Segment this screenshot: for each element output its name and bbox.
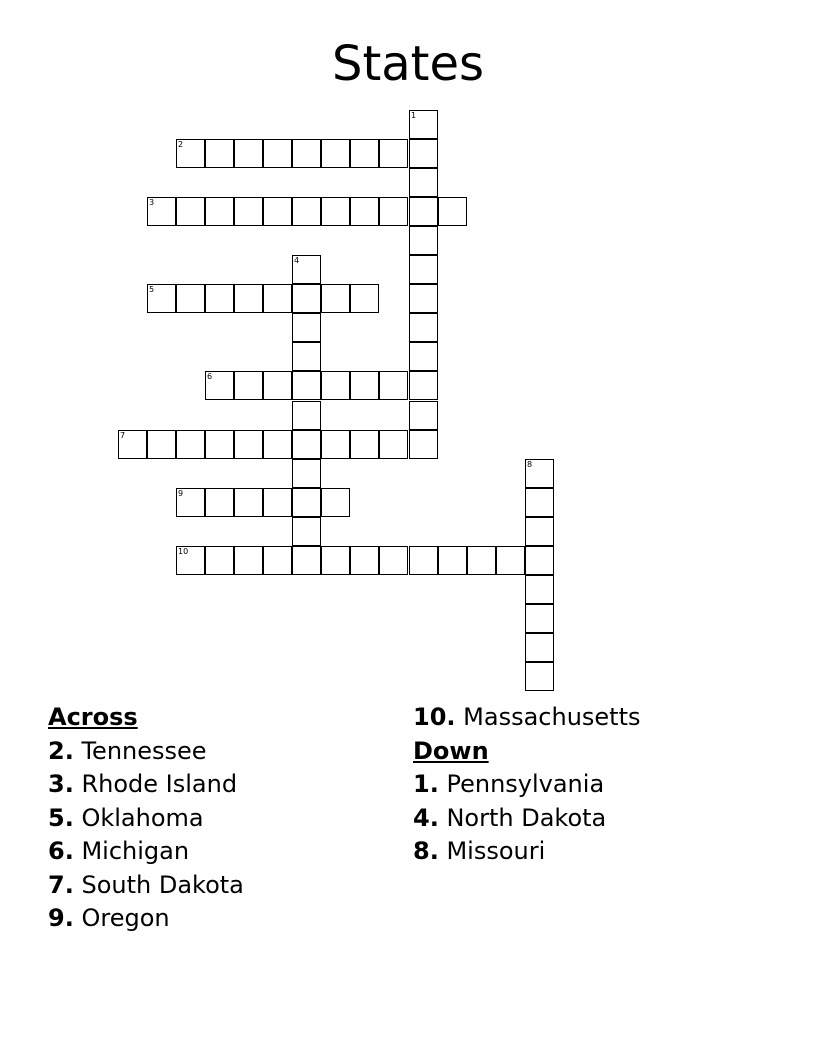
- grid-cell[interactable]: [321, 371, 350, 400]
- cell-number: 4: [294, 256, 300, 265]
- grid-cell[interactable]: [409, 197, 438, 226]
- grid-cell[interactable]: [409, 371, 438, 400]
- grid-cell[interactable]: [525, 488, 554, 517]
- grid-cell[interactable]: [263, 371, 292, 400]
- grid-cell[interactable]: [234, 284, 263, 313]
- grid-cell[interactable]: [292, 401, 321, 430]
- grid-cell[interactable]: [379, 546, 408, 575]
- grid-cell[interactable]: [525, 662, 554, 691]
- grid-cell[interactable]: [205, 430, 234, 459]
- grid-cell[interactable]: [263, 197, 292, 226]
- grid-cell[interactable]: [321, 546, 350, 575]
- across-clue: [48, 802, 244, 836]
- grid-cell[interactable]: [379, 430, 408, 459]
- down-clue: [413, 835, 641, 869]
- grid-cell[interactable]: [321, 488, 350, 517]
- clue-number: 3.: [48, 770, 74, 798]
- across-heading: Across: [48, 703, 138, 731]
- grid-cell[interactable]: [350, 371, 379, 400]
- grid-cell[interactable]: [234, 488, 263, 517]
- grid-cell[interactable]: [409, 255, 438, 284]
- grid-cell[interactable]: [292, 284, 321, 313]
- grid-cell[interactable]: [321, 430, 350, 459]
- cell-number: 8: [527, 460, 533, 469]
- grid-cell[interactable]: [438, 197, 467, 226]
- clue-number: 2.: [48, 736, 74, 765]
- grid-cell[interactable]: [350, 197, 379, 226]
- grid-cell[interactable]: [321, 284, 350, 313]
- grid-cell[interactable]: [147, 284, 176, 313]
- grid-cell[interactable]: [176, 284, 205, 313]
- grid-cell[interactable]: [147, 197, 176, 226]
- grid-cell[interactable]: [409, 546, 438, 575]
- grid-cell[interactable]: [176, 139, 205, 168]
- cell-number: 1: [411, 111, 417, 120]
- cell-number: 7: [120, 431, 126, 440]
- grid-cell[interactable]: [438, 546, 467, 575]
- grid-cell[interactable]: [176, 197, 205, 226]
- grid-cell[interactable]: [234, 430, 263, 459]
- grid-cell[interactable]: [263, 284, 292, 313]
- across-clue: [48, 835, 244, 869]
- clue-number: 6.: [48, 837, 74, 865]
- cell-number: 3: [149, 198, 155, 207]
- clues-column-left: [48, 701, 244, 936]
- clue-number: 10.: [413, 703, 456, 731]
- across-clue: [48, 902, 244, 936]
- grid-cell[interactable]: [321, 139, 350, 168]
- clue-text: Michigan: [81, 837, 190, 865]
- grid-cell[interactable]: [409, 284, 438, 313]
- clue-number: 7.: [48, 870, 74, 899]
- clue-number: 1.: [413, 770, 439, 798]
- grid-cell[interactable]: [525, 517, 554, 546]
- grid-cell[interactable]: [409, 430, 438, 459]
- grid-cell[interactable]: [205, 284, 234, 313]
- across-clue: [48, 735, 244, 769]
- grid-cell[interactable]: [409, 139, 438, 168]
- grid-cell[interactable]: [409, 226, 438, 255]
- clue-text: Tennessee: [81, 736, 207, 765]
- grid-cell[interactable]: [263, 430, 292, 459]
- grid-cell[interactable]: [234, 546, 263, 575]
- grid-cell[interactable]: [525, 604, 554, 633]
- clue-text: North Dakota: [446, 803, 607, 832]
- clue-text: Missouri: [446, 837, 546, 865]
- grid-cell[interactable]: [147, 430, 176, 459]
- clue-text: Oregon: [81, 904, 170, 932]
- grid-cell[interactable]: [292, 197, 321, 226]
- down-clue: [413, 802, 641, 836]
- clue-text: South Dakota: [81, 870, 244, 899]
- clue-number: 8.: [413, 837, 439, 865]
- grid-cell[interactable]: [379, 371, 408, 400]
- grid-cell[interactable]: [379, 197, 408, 226]
- grid-cell[interactable]: [263, 139, 292, 168]
- grid-cell[interactable]: [409, 313, 438, 342]
- grid-cell[interactable]: [409, 168, 438, 197]
- grid-cell[interactable]: [292, 517, 321, 546]
- grid-cell[interactable]: [292, 371, 321, 400]
- grid-cell[interactable]: [350, 430, 379, 459]
- cell-number: 10: [178, 547, 189, 556]
- clue-number: 5.: [48, 803, 74, 832]
- grid-cell[interactable]: [205, 371, 234, 400]
- clue-text: Rhode Island: [81, 770, 238, 798]
- grid-cell[interactable]: [205, 488, 234, 517]
- clue-text: Oklahoma: [81, 803, 204, 832]
- grid-cell[interactable]: [292, 430, 321, 459]
- grid-cell[interactable]: [292, 459, 321, 488]
- down-clue: [413, 768, 641, 802]
- grid-cell[interactable]: [525, 546, 554, 575]
- grid-cell[interactable]: [118, 430, 147, 459]
- puzzle-title: States: [331, 36, 485, 92]
- grid-cell[interactable]: [525, 633, 554, 662]
- grid-cell[interactable]: [292, 255, 321, 284]
- grid-cell[interactable]: [292, 546, 321, 575]
- grid-cell[interactable]: [176, 546, 205, 575]
- grid-cell[interactable]: [292, 139, 321, 168]
- grid-cell[interactable]: [409, 342, 438, 371]
- cell-number: 9: [178, 489, 184, 498]
- grid-cell[interactable]: [350, 139, 379, 168]
- grid-cell[interactable]: [350, 284, 379, 313]
- grid-cell[interactable]: [234, 197, 263, 226]
- grid-cell[interactable]: [234, 371, 263, 400]
- grid-cell[interactable]: [467, 546, 496, 575]
- clue-number: 9.: [48, 904, 74, 932]
- grid-cell[interactable]: [409, 401, 438, 430]
- cell-number: 5: [149, 285, 155, 294]
- across-clue: [48, 869, 244, 903]
- grid-cell[interactable]: [350, 546, 379, 575]
- cell-number: 2: [178, 140, 184, 149]
- grid-cell[interactable]: [321, 197, 350, 226]
- grid-cell[interactable]: [205, 197, 234, 226]
- grid-cell[interactable]: [176, 430, 205, 459]
- grid-cell[interactable]: [292, 313, 321, 342]
- grid-cell[interactable]: [292, 488, 321, 517]
- grid-cell[interactable]: [263, 546, 292, 575]
- clue-text: Massachusetts: [463, 703, 641, 731]
- grid-cell[interactable]: [292, 342, 321, 371]
- grid-cell[interactable]: [234, 139, 263, 168]
- grid-cell[interactable]: [205, 139, 234, 168]
- clue-number: 4.: [413, 803, 439, 832]
- cell-number: 6: [207, 372, 213, 381]
- across-clue: [413, 701, 641, 735]
- grid-cell[interactable]: [263, 488, 292, 517]
- grid-cell[interactable]: [205, 546, 234, 575]
- grid-cell[interactable]: [496, 546, 525, 575]
- down-heading: Down: [413, 736, 489, 765]
- grid-cell[interactable]: [379, 139, 408, 168]
- across-clue: [48, 768, 244, 802]
- grid-cell[interactable]: [525, 459, 554, 488]
- grid-cell[interactable]: [525, 575, 554, 604]
- grid-cell[interactable]: [409, 110, 438, 139]
- grid-cell[interactable]: [176, 488, 205, 517]
- clue-text: Pennsylvania: [446, 770, 605, 798]
- clues-column-right: [413, 701, 641, 869]
